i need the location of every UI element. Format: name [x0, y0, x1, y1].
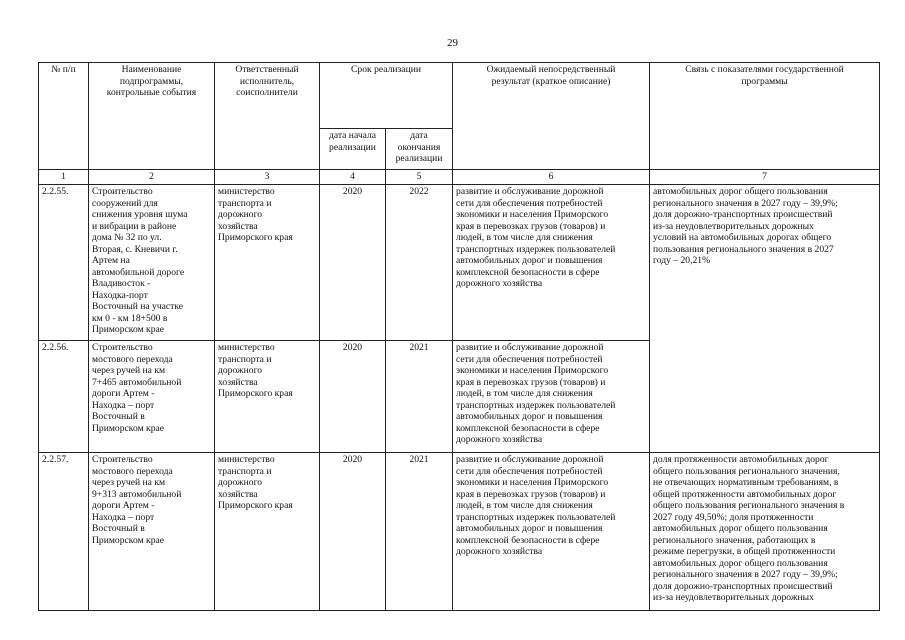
end-year: 2021: [386, 341, 453, 453]
column-number: 4: [320, 170, 386, 185]
expected-result: развитие и обслуживание дорожной сети для обеспечения потребностей экономики и населения Приморского края в перевозках грузов (товаров) и людей, в том числе для снижения транспортных издержек пользователей автомобильных дорог и повышения комплексной безопасности в сфере дорожного хозяйства: [453, 341, 650, 453]
header-executor: Ответственный исполнитель, соисполнители: [215, 63, 320, 170]
column-number: 2: [89, 170, 215, 185]
end-year: 2021: [386, 453, 453, 611]
program-table: [38, 62, 880, 611]
event-name: Строительство сооружений для снижения уровня шума и вибрации в районе дома № 32 по ул. Вторая, с. Кневичи г. Артем на автомобильной дороге Владивосток - Находка-порт Восточный на участке км 0 - км 18+500 в Приморском крае: [89, 185, 215, 341]
header-start-date: дата начала реализации: [320, 129, 386, 170]
expected-result: развитие и обслуживание дорожной сети для обеспечения потребностей экономики и населения Приморского края в перевозках грузов (товаров) и людей, в том числе для снижения транспортных издержек пользователей автомобильных дорог и повышения комплексной безопасности в сфере дорожного хозяйства: [453, 453, 650, 611]
executor: министерство транспорта и дорожного хозяйства Приморского края: [215, 185, 320, 341]
page-number: 29: [447, 37, 458, 49]
indicator-link: доля протяженности автомобильных дорог общего пользования регионального значения, не отвечающих нормативным требованиям, в общей протяженности автомобильных дорог общего пользования регионального значения в 2027 году 49,50%; доля протяженности автомобильных дорог общего пользования регионального значения, работающих в режиме перегрузки, в общей протяженности автомобильных дорог общего пользования регионального значения в 2027 году – 39,9%; доля дорожно-транспортных происшествий из-за неудовлетворительных дорожных: [650, 453, 880, 611]
column-number: 6: [453, 170, 650, 185]
column-number: 1: [39, 170, 89, 185]
start-year: 2020: [320, 185, 386, 341]
header-link: Связь с показателями государственной программы: [650, 63, 880, 170]
column-number-row: [39, 170, 880, 185]
header-end-date: дата окончания реализации: [386, 129, 453, 170]
executor: министерство транспорта и дорожного хозяйства Приморского края: [215, 453, 320, 611]
row-number: 2.2.57.: [39, 453, 89, 611]
column-number: 7: [650, 170, 880, 185]
table-row: [39, 453, 880, 611]
end-year: 2022: [386, 185, 453, 341]
header-name: Наименование подпрограммы, контрольные события: [89, 63, 215, 170]
header-row: [39, 63, 880, 129]
header-num: № п/п: [39, 63, 89, 170]
expected-result: развитие и обслуживание дорожной сети для обеспечения потребностей экономики и населения Приморского края в перевозках грузов (товаров) и людей, в том числе для снижения транспортных издержек пользователей автомобильных дорог и повышения комплексной безопасности в сфере дорожного хозяйства: [453, 185, 650, 341]
column-number: 5: [386, 170, 453, 185]
row-number: 2.2.55.: [39, 185, 89, 341]
start-year: 2020: [320, 453, 386, 611]
event-name: Строительство мостового перехода через ручей на км 9+313 автомобильной дороги Артем - Находка – порт Восточный в Приморском крае: [89, 453, 215, 611]
row-number: 2.2.56.: [39, 341, 89, 453]
indicator-link: автомобильных дорог общего пользования регионального значения в 2027 году – 39,9%; доля дорожно-транспортных происшествий из-за неудовлетворительных дорожных условий на автомобильных дорогах общего пользования регионального значения в 2027 году – 20,21%: [650, 185, 880, 453]
header-term-group: Срок реализации: [320, 63, 453, 129]
event-name: Строительство мостового перехода через ручей на км 7+465 автомобильной дороги Артем - Находка – порт Восточный в Приморском крае: [89, 341, 215, 453]
table-row: [39, 185, 880, 341]
column-number: 3: [215, 170, 320, 185]
start-year: 2020: [320, 341, 386, 453]
header-result: Ожидаемый непосредственный результат (краткое описание): [453, 63, 650, 170]
executor: министерство транспорта и дорожного хозяйства Приморского края: [215, 341, 320, 453]
